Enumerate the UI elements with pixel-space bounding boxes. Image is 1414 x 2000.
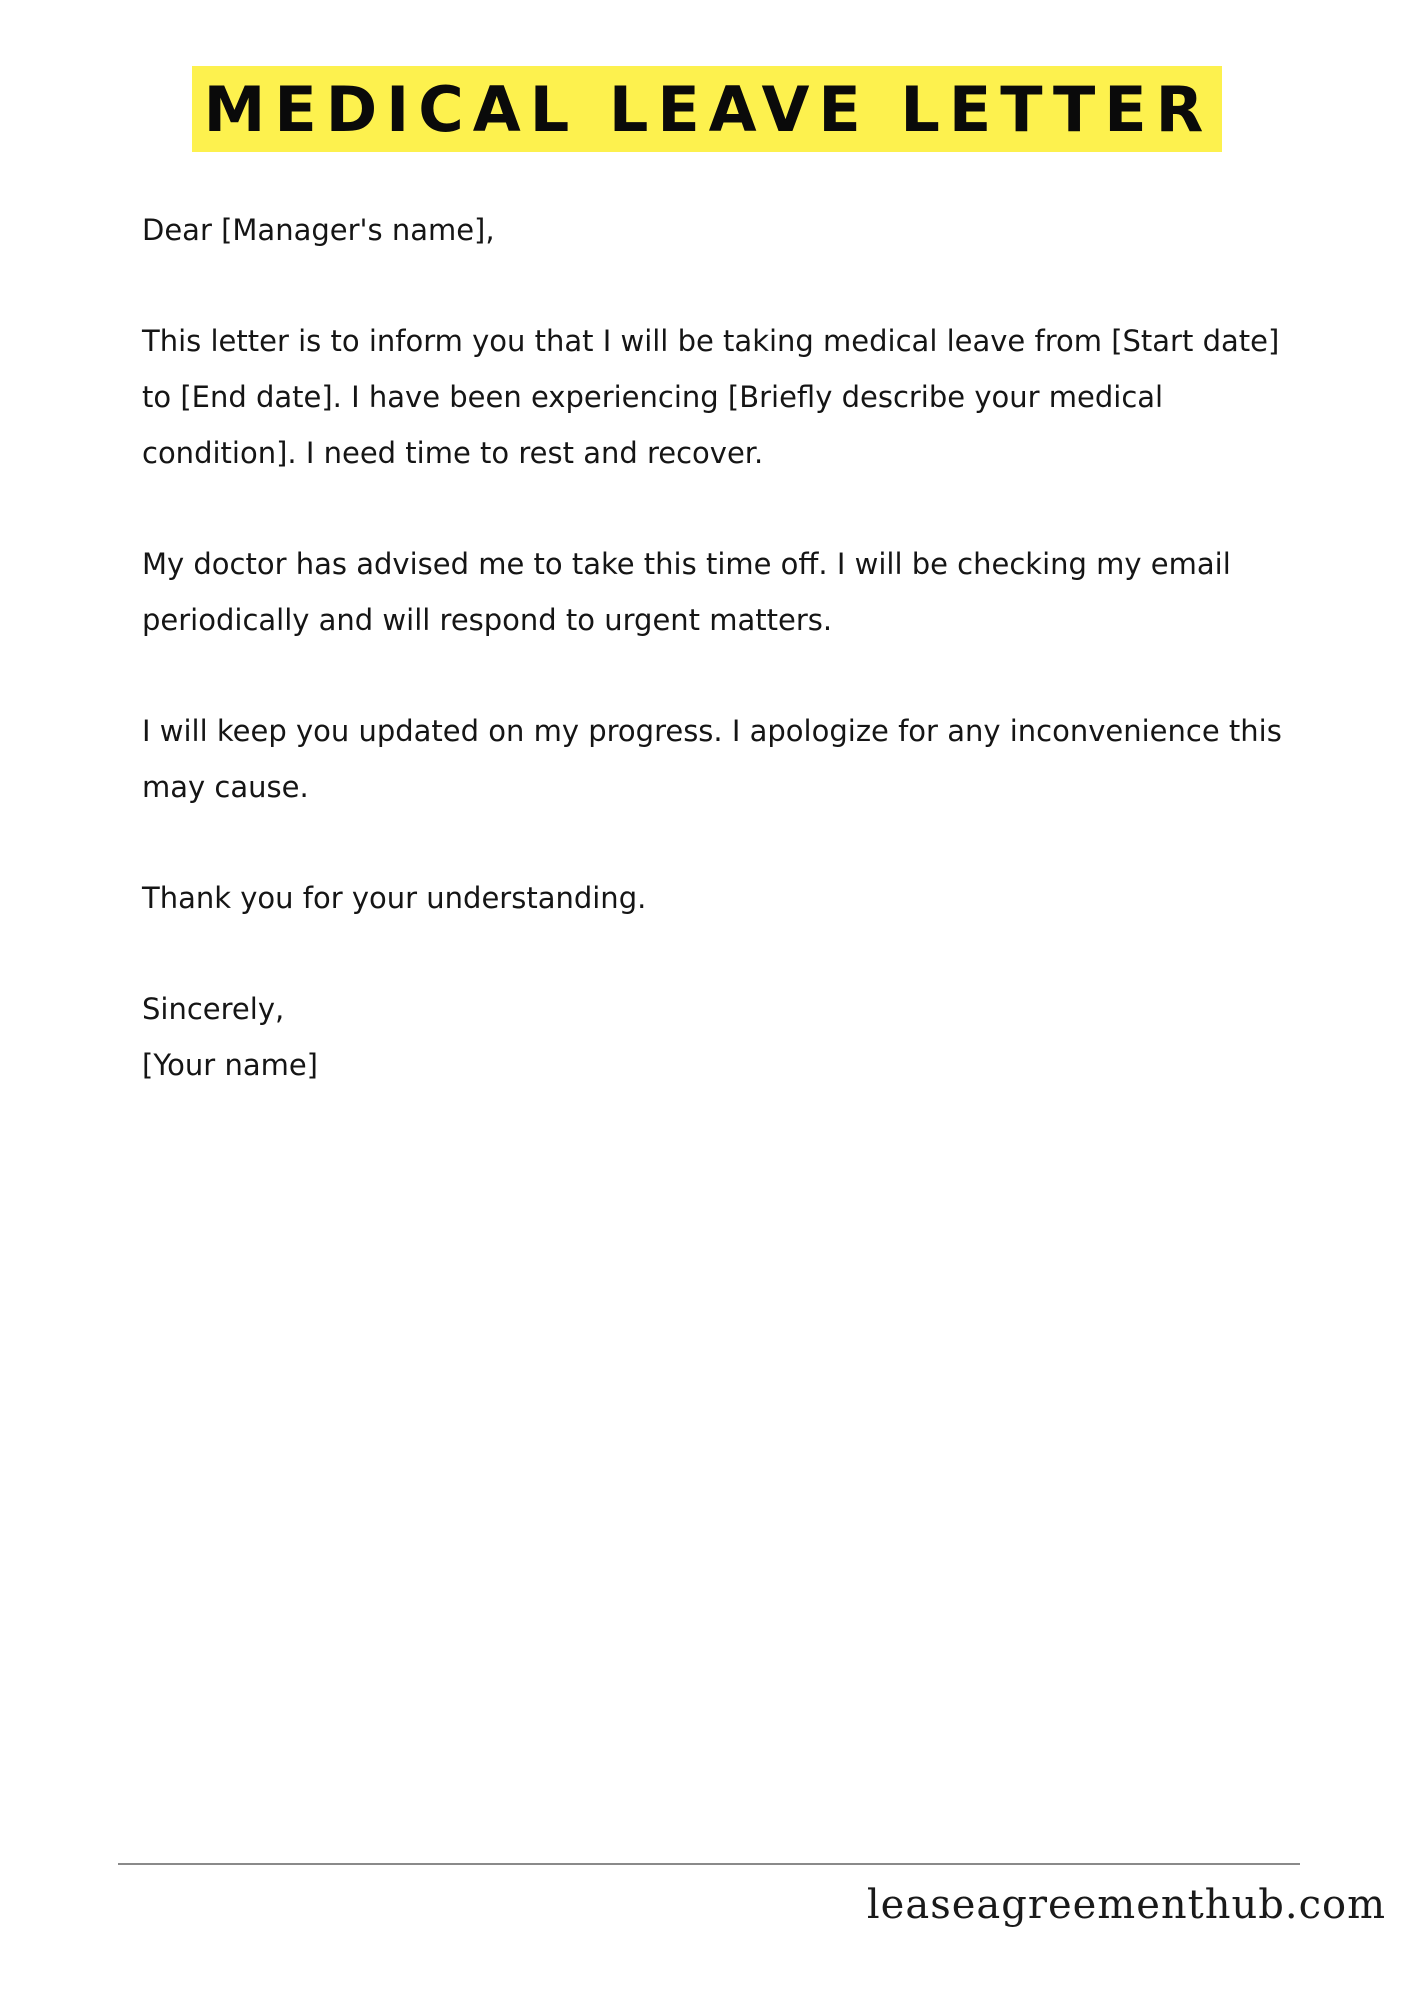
title-container: [0, 66, 1414, 152]
page-title: MEDICAL LEAVE LETTER: [192, 66, 1223, 152]
paragraph-updates: I will keep you updated on my progress. I apologize for any inconvenience this may cause.: [142, 714, 1282, 804]
footer-brand: leaseagreementhub.com: [866, 1882, 1386, 1928]
footer-divider: [118, 1863, 1300, 1865]
paragraph-thanks: Thank you for your understanding.: [142, 881, 647, 915]
paragraph-doctor-advice: My doctor has advised me to take this time off. I will be checking my email periodically and will respond to urgent matters.: [142, 547, 1231, 637]
signature: [Your name]: [142, 1048, 318, 1082]
salutation: Dear [Manager's name],: [142, 213, 495, 247]
paragraph-intro: This letter is to inform you that I will be taking medical leave from [Start date] to [End date]. I have been experiencing [Briefly describe your medical condition]. I need time to rest and recover.: [142, 324, 1280, 470]
closing: Sincerely,: [142, 992, 285, 1026]
letter-body: [142, 202, 1302, 1093]
